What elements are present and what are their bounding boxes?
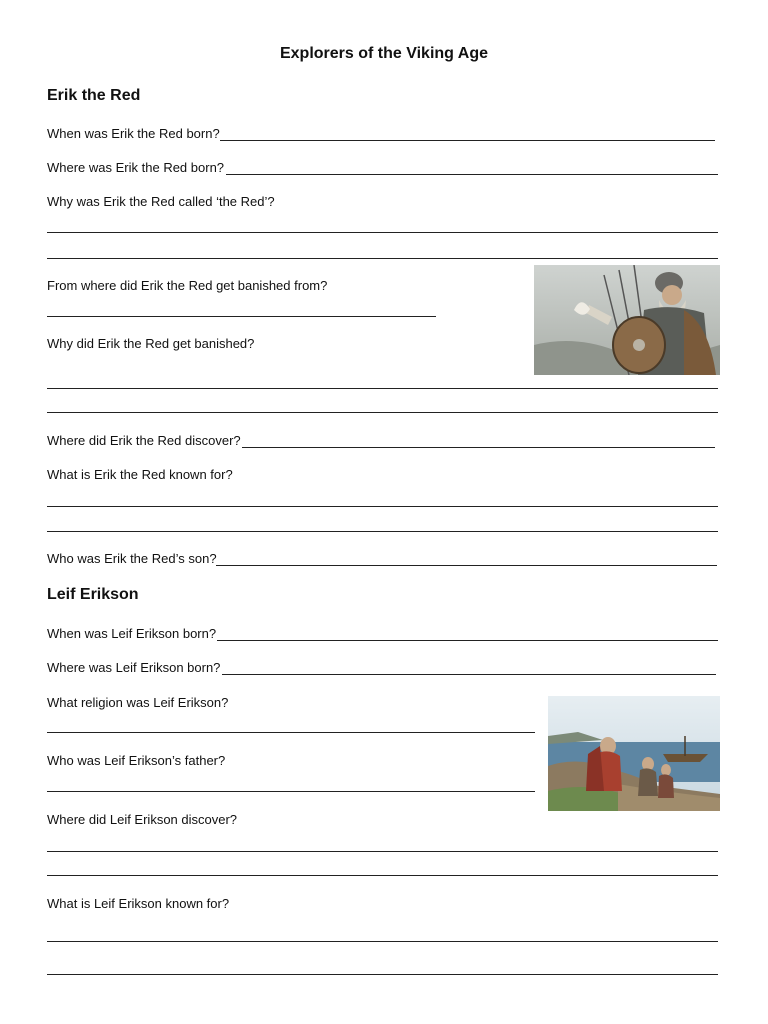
question-leif-religion: What religion was Leif Erikson? [47, 695, 229, 710]
question-leif-discover: Where did Leif Erikson discover? [47, 812, 238, 827]
answer-line[interactable] [47, 388, 718, 389]
page-title: Explorers of the Viking Age [279, 45, 489, 62]
question-leif-born-where: Where was Leif Erikson born? [47, 660, 221, 675]
answer-line[interactable] [47, 258, 718, 259]
viking-warrior-image [534, 265, 720, 375]
question-leif-known-for: What is Leif Erikson known for? [47, 896, 230, 911]
answer-line[interactable] [47, 732, 535, 733]
question-erik-born-where: Where was Erik the Red born? [47, 160, 225, 175]
answer-line[interactable] [47, 791, 535, 792]
answer-line[interactable] [222, 674, 716, 675]
answer-line[interactable] [47, 941, 718, 942]
section-heading-leif: Leif Erikson [47, 586, 139, 603]
question-leif-born-when: When was Leif Erikson born? [47, 626, 217, 641]
answer-line[interactable] [47, 531, 718, 532]
question-leif-father: Who was Leif Erikson’s father? [47, 753, 226, 768]
answer-line[interactable] [217, 640, 718, 641]
viking-explorers-coast-image [548, 696, 720, 811]
answer-line[interactable] [47, 875, 718, 876]
question-erik-son: Who was Erik the Red’s son? [47, 551, 217, 566]
answer-line[interactable] [226, 174, 718, 175]
answer-line[interactable] [216, 565, 717, 566]
section-heading-erik: Erik the Red [47, 87, 141, 104]
question-erik-why-banished: Why did Erik the Red get banished? [47, 336, 255, 351]
answer-line[interactable] [220, 140, 715, 141]
answer-line[interactable] [47, 232, 718, 233]
question-erik-banished-from: From where did Erik the Red get banished from? [47, 278, 328, 293]
answer-line[interactable] [47, 851, 718, 852]
answer-line[interactable] [242, 447, 715, 448]
question-erik-born-when: When was Erik the Red born? [47, 126, 220, 141]
question-erik-discover: Where did Erik the Red discover? [47, 433, 241, 448]
question-erik-known-for: What is Erik the Red known for? [47, 467, 233, 482]
answer-line[interactable] [47, 974, 718, 975]
answer-line[interactable] [47, 506, 718, 507]
answer-line[interactable] [47, 316, 436, 317]
question-erik-called-red: Why was Erik the Red called ‘the Red’? [47, 194, 275, 209]
answer-line[interactable] [47, 412, 718, 413]
